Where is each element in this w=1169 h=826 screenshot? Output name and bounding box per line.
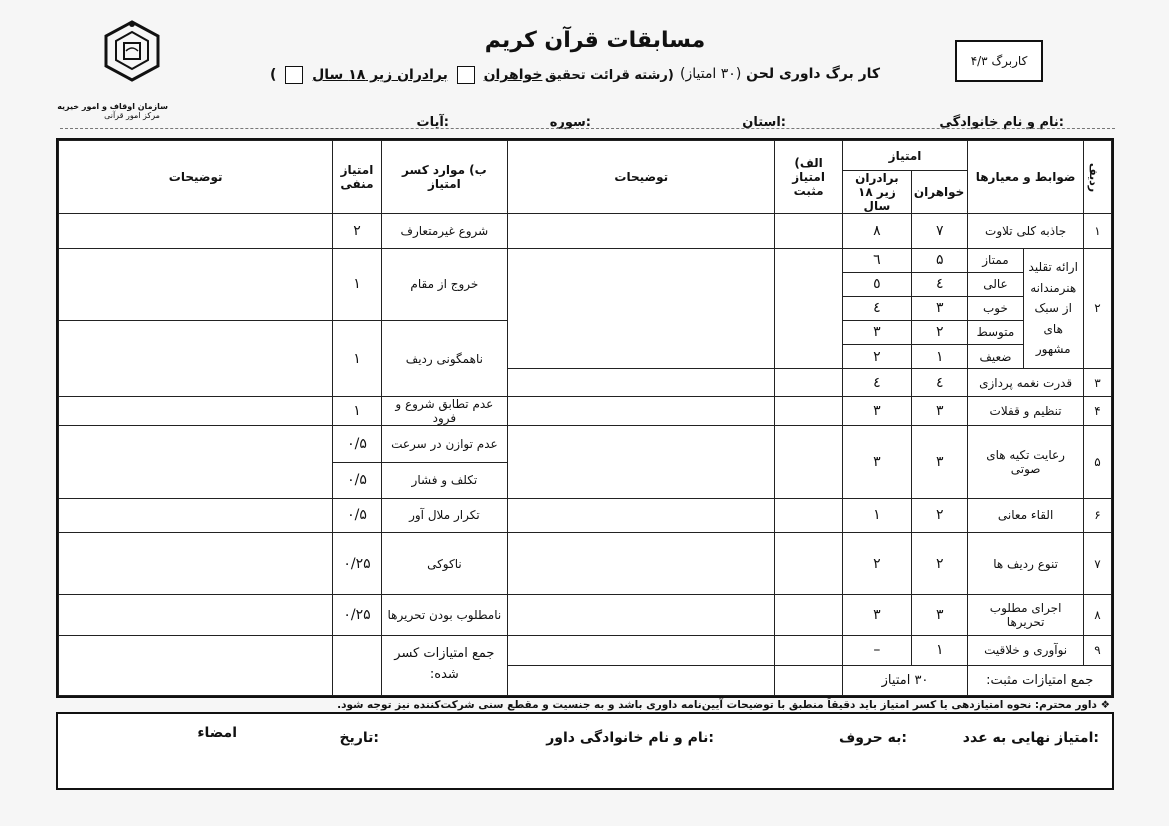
deduction-item: عدم تطابق شروع و فرود <box>381 397 508 426</box>
sisters-score: ۱ <box>912 635 968 665</box>
level-label: ممتاز <box>968 248 1023 272</box>
negative-score: ۰/۲۵ <box>333 595 381 635</box>
description-cell[interactable] <box>508 533 775 595</box>
deduction-item: تکلف و فشار <box>381 462 508 498</box>
negative-score: ۱ <box>333 320 381 396</box>
logo-caption-sub: مرکز امور قرآنی <box>104 111 160 120</box>
level-label: متوسط <box>968 320 1023 344</box>
description-cell[interactable] <box>508 635 775 665</box>
brothers-score: ٤ <box>842 296 911 320</box>
close-paren: ) <box>270 67 277 83</box>
description-cell-2[interactable] <box>59 426 333 498</box>
level-label: خوب <box>968 296 1023 320</box>
description-cell-2[interactable] <box>59 214 333 248</box>
contestant-name-label[interactable]: نام و نام خانوادگی: <box>939 115 1064 130</box>
brothers-score: ۳ <box>842 397 911 426</box>
positive-total-label: جمع امتیازات مثبت: <box>968 665 1112 695</box>
brothers-score: – <box>842 635 911 665</box>
criteria-cell: القاء معانی <box>968 498 1084 532</box>
table-row <box>59 426 1112 462</box>
positive-score-cell[interactable] <box>775 397 842 426</box>
sisters-score: ۳ <box>912 595 968 635</box>
table-row <box>59 533 1112 595</box>
row-number: ۲ <box>1083 248 1111 369</box>
sisters-score: ۳ <box>912 296 968 320</box>
description-cell[interactable] <box>508 248 775 369</box>
form-subtitle <box>680 66 880 82</box>
subtitle-points: (۳۰ امتیاز) <box>680 66 742 82</box>
sisters-score: ۱ <box>912 345 968 369</box>
footer-box <box>56 712 1114 790</box>
criteria-cell: ارائه تقلید هنرمندانه از سبک های مشهور <box>1023 248 1083 369</box>
positive-score-cell[interactable] <box>775 214 842 248</box>
criteria-cell: تنوع ردیف ها <box>968 533 1084 595</box>
criteria-cell: تنظیم و قفلات <box>968 397 1084 426</box>
brothers-score: ۳ <box>842 426 911 498</box>
description-cell-2[interactable] <box>59 320 333 396</box>
judge-note: ❖ داور محترم: نحوه امتیازدهی یا کسر امتیاز باید دقیقاً منطبق با توضیحات آیین‌نامه داوری باشد و به جنسیت و مقطع سنی شرکت‌کننده نیز توجه شود. <box>337 699 1110 711</box>
header-sisters: خواهران <box>912 171 968 214</box>
row-number: ۷ <box>1083 533 1111 595</box>
negative-score: ۰/۵ <box>333 426 381 462</box>
negative-score: ۰/۲۵ <box>333 533 381 595</box>
sisters-score: ۵ <box>912 248 968 272</box>
sisters-score: ۳ <box>912 397 968 426</box>
verses-label[interactable]: آیات: <box>416 115 449 130</box>
description-cell[interactable] <box>508 369 775 397</box>
row-number: ۳ <box>1083 369 1111 397</box>
signature-label[interactable]: امضاء <box>197 725 237 741</box>
final-score-label[interactable]: امتیاز نهایی به عدد: <box>962 730 1099 746</box>
deduction-item: نامطلوب بودن تحریرها <box>381 595 508 635</box>
row-number: ۹ <box>1083 635 1111 665</box>
surah-label[interactable]: سوره: <box>549 115 591 130</box>
brothers-score: ٤ <box>842 369 911 397</box>
criteria-cell: جاذبه کلی تلاوت <box>968 214 1084 248</box>
page-title: مسابقات قرآن کریم <box>484 28 706 53</box>
header-brothers: برادران زیر ۱۸ سال <box>842 171 911 214</box>
criteria-cell: رعایت تکیه های صوتی <box>968 426 1084 498</box>
table-row <box>59 214 1112 248</box>
positive-total-description[interactable] <box>508 665 775 695</box>
organization-logo <box>57 18 168 122</box>
sisters-score: ۲ <box>912 320 968 344</box>
row-number: ۵ <box>1083 426 1111 498</box>
level-label: عالی <box>968 272 1023 296</box>
header-score: امتیاز <box>842 141 968 171</box>
negative-score: ۰/۵ <box>333 498 381 532</box>
positive-total-value: ۳۰ امتیاز <box>842 665 968 695</box>
description-cell-2[interactable] <box>59 498 333 532</box>
province-label[interactable]: استان: <box>742 115 786 130</box>
description-cell[interactable] <box>508 498 775 532</box>
subtitle-text: کار برگ داوری لحن <box>746 66 881 82</box>
positive-score-cell[interactable] <box>775 369 842 397</box>
card-number: کاربرگ ۴/۳ <box>970 54 1028 68</box>
brothers-score: ۸ <box>842 214 911 248</box>
table-row <box>59 498 1112 532</box>
deduction-item: ناهمگونی ردیف <box>381 320 508 396</box>
negative-score: ۱ <box>333 248 381 320</box>
table-row <box>59 248 1112 272</box>
brothers-score: ۱ <box>842 498 911 532</box>
date-label[interactable]: تاریخ: <box>339 730 379 746</box>
positive-score-cell[interactable] <box>775 248 842 369</box>
header-description: توضیحات <box>508 141 775 214</box>
brothers-score: ۳ <box>842 320 911 344</box>
deduction-item: تکرار ملال آور <box>381 498 508 532</box>
description-cell[interactable] <box>508 397 775 426</box>
negative-score: ۲ <box>333 214 381 248</box>
header-deductions: ب) موارد کسر امتیاز <box>381 141 508 214</box>
score-in-words-label[interactable]: به حروف: <box>839 730 907 746</box>
brothers-score: ۲ <box>842 345 911 369</box>
positive-score-cell[interactable] <box>775 533 842 595</box>
scoring-table <box>56 138 1114 698</box>
positive-score-cell[interactable] <box>775 426 842 498</box>
level-label: ضعیف <box>968 345 1023 369</box>
positive-score-cell[interactable] <box>775 498 842 532</box>
deduction-item: شروع غیرمتعارف <box>381 214 508 248</box>
sisters-score: ۷ <box>912 214 968 248</box>
deduction-total-value[interactable] <box>333 635 381 695</box>
description-cell[interactable] <box>508 595 775 635</box>
header-criteria: ضوابط و معیارها <box>968 141 1084 214</box>
sisters-score: ۳ <box>912 426 968 498</box>
criteria-cell: قدرت نغمه پردازی <box>968 369 1084 397</box>
sisters-checkbox[interactable] <box>457 66 475 84</box>
criteria-cell: اجرای مطلوب تحریرها <box>968 595 1084 635</box>
header-divider <box>60 128 1115 129</box>
positive-total-cell[interactable] <box>775 665 842 695</box>
deduction-item: خروج از مقام <box>381 248 508 320</box>
positive-score-cell[interactable] <box>775 595 842 635</box>
brothers-score: ٦ <box>842 248 911 272</box>
description-cell-2[interactable] <box>59 248 333 320</box>
row-number: ۱ <box>1083 214 1111 248</box>
brothers-score: ٥ <box>842 272 911 296</box>
sisters-label: خواهران <box>483 67 543 83</box>
deduction-total-label: جمع امتیازات کسر شده: <box>381 635 508 695</box>
field-label: (رشته قرائت تحقیق <box>545 68 674 83</box>
category-selector <box>270 66 542 84</box>
brothers-label: برادران زیر ۱۸ سال <box>312 67 448 83</box>
brothers-score: ۳ <box>842 595 911 635</box>
header-row-number: ردیف <box>1083 141 1111 214</box>
table-row <box>59 397 1112 426</box>
sisters-score: ۲ <box>912 498 968 532</box>
deduction-item: ناکوکی <box>381 533 508 595</box>
header-description-2: توضیحات <box>59 141 333 214</box>
deduction-item: عدم توازن در سرعت <box>381 426 508 462</box>
criteria-cell: نوآوری و خلاقیت <box>968 635 1084 665</box>
row-number: ۶ <box>1083 498 1111 532</box>
logo-caption: سازمان اوقاف و امور خیریه <box>57 102 168 111</box>
table-row <box>59 635 1112 665</box>
brothers-checkbox[interactable] <box>285 66 303 84</box>
sisters-score: ۲ <box>912 533 968 595</box>
sisters-score: ٤ <box>912 272 968 296</box>
brothers-score: ۲ <box>842 533 911 595</box>
negative-score: ۰/۵ <box>333 462 381 498</box>
table-row <box>59 595 1112 635</box>
header-positive: الف) امتیاز مثبت <box>775 141 842 214</box>
negative-score: ۱ <box>333 397 381 426</box>
sisters-score: ٤ <box>912 369 968 397</box>
row-number: ۴ <box>1083 397 1111 426</box>
row-number: ۸ <box>1083 595 1111 635</box>
positive-score-cell[interactable] <box>775 635 842 665</box>
description-cell-2[interactable] <box>59 533 333 595</box>
card-number-box <box>955 40 1043 82</box>
description-cell-2[interactable] <box>59 397 333 426</box>
description-cell-2[interactable] <box>59 595 333 635</box>
deduction-total-description[interactable] <box>59 635 333 695</box>
description-cell[interactable] <box>508 426 775 498</box>
header-negative: امتیاز منفی <box>333 141 381 214</box>
judge-name-label[interactable]: نام و نام خانوادگی داور: <box>546 730 714 746</box>
description-cell[interactable] <box>508 214 775 248</box>
